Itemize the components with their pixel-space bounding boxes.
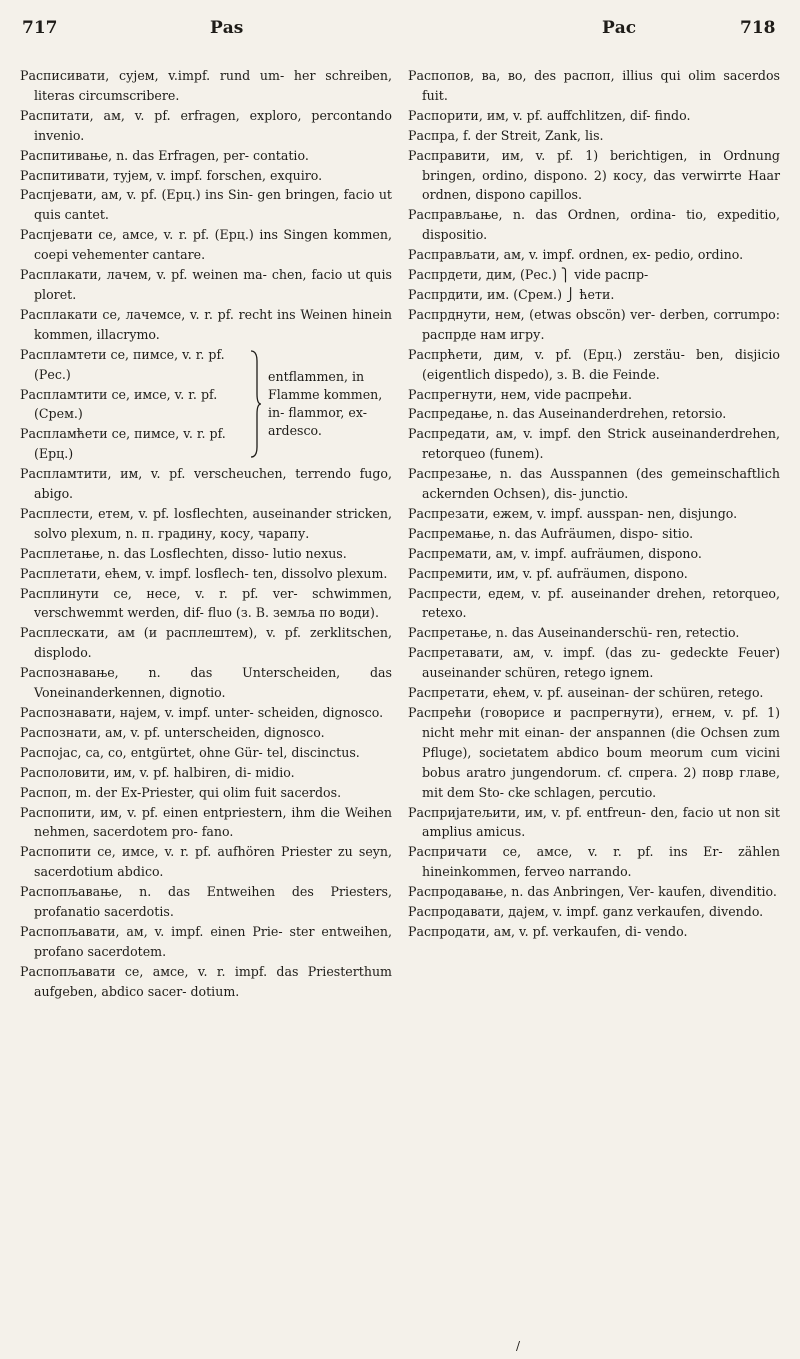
dictionary-entry: Распретање, n. das Auseinanderschü- ren, retectio.	[408, 625, 740, 641]
dictionary-entry: Распопити, им, v. pf. einen entpriestern, ihm die Weihen nehmen, sacerdotem pro- fano.	[20, 804, 392, 840]
page-header	[0, 10, 800, 50]
dictionary-entry: Распретати, ећем, v. pf. auseinan- der schüren, retego.	[408, 685, 764, 701]
right-page-number: 718	[740, 18, 776, 38]
dictionary-entry: Распрезање, n. das Ausspannen (des gemeinschaftlich ackernden Ochsen), dis- junctio.	[408, 466, 780, 502]
dictionary-entry: Расплетати, ећем, v. impf. losflech- ten, dissolvo plexum.	[20, 565, 388, 581]
curly-brace-icon	[246, 345, 264, 464]
dictionary-entry: Распремати, ам, v. impf. aufräumen, dispono.	[408, 545, 702, 561]
dictionary-entry: Распопљавање, n. das Entweihen des Priesters, profanatio sacerdotis.	[20, 884, 392, 920]
dictionary-entry: Расправљати, ам, v. impf. ordnen, ex- pedio, ordino.	[408, 247, 744, 263]
dictionary-entry: Распродати, ам, v. pf. verkaufen, di- vendo.	[408, 923, 688, 939]
dictionary-entry: Распоп, m. der Ex-Priester, qui olim fuit sacerdos.	[20, 784, 342, 800]
dictionary-entry: Расправљање, n. das Ordnen, ordina- tio, expeditio, dispositio.	[408, 207, 780, 243]
dictionary-entry: Располовити, им, v. pf. halbiren, di- midio.	[20, 764, 295, 780]
brace-headwords	[20, 345, 246, 464]
dictionary-entry: Распрећи (говорисе и распрегнути), егнем, v. pf. 1) nicht mehr mit einan- der anspannen (die Ochsen zum Pfluge), societatem abdico boum meorum cum vicini bobus aratro jungendorum. cf. спрега. 2) повр главе, mit dem Sto- cke schlagen, percutio.	[408, 705, 780, 800]
dictionary-entry: Расплести, етем, v. pf. losflechten, auseinander stricken, solvo plexum, n. п. градину, косу, чарапу.	[20, 505, 392, 541]
left-running-head: Раѕ	[210, 18, 244, 38]
dictionary-entry: Распредање, n. das Auseinanderdrehen, retorsio.	[408, 406, 727, 422]
dictionary-entry: Распрдити, им. (Срем.) ⎭ ћети.	[408, 286, 615, 302]
dictionary-entry: Распрћети, дим, v. pf. (Ерц.) zerstäu- ben, disjicio (eigentlich dispedo), з. В. die Feinde.	[408, 346, 780, 382]
dictionary-entry: Распрезати, ежем, v. impf. ausspan- nen, disjungo.	[408, 505, 738, 521]
dictionary-entry: Распричати се, амсе, v. r. pf. ins Er- zählen hineinkommen, ferveo narrando.	[408, 844, 780, 880]
dictionary-entry: Распитати, ам, v. pf. erfragen, exploro, percontando invenio.	[20, 107, 392, 143]
dictionary-entry: Распитивати, тујем, v. impf. forschen, exquiro.	[20, 167, 323, 183]
dictionary-entry: Распретавати, ам, v. impf. (das zu- gedeckte Feuer) auseinander schüren, retego ignem.	[408, 645, 780, 681]
dictionary-entry: Распорити, им, v. pf. auffchlitzen, dif- findo.	[408, 107, 691, 123]
left-page-number: 717	[22, 18, 58, 38]
dictionary-entry: Распламтети се, пимсе, v. r. pf. (Рес.)	[20, 346, 225, 382]
dictionary-entry: Распредати, ам, v. impf. den Strick auseinanderdrehen, retorqueo (funem).	[408, 426, 780, 462]
dictionary-entry: Распродавати, дајем, v. impf. ganz verkaufen, divendo.	[408, 904, 764, 920]
dictionary-entry: Раcправити, им, v. pf. 1) berichtigen, in Ordnung bringen, ordino, dispono. 2) косу, das verwirrte Haar ordnen, dispono capillos.	[408, 147, 780, 203]
dictionary-entry: Распопљавати, ам, v. impf. einen Prie- ster entweihen, profano sacerdotem.	[20, 923, 392, 959]
dictionary-entry: Расплакати, лачем, v. pf. weinen ma- chen, facio ut quis ploret.	[20, 267, 392, 302]
dictionary-entry: Расписивати, сујем, v.impf. rund um- her schreiben, literas circumscribere.	[20, 68, 392, 103]
dictionary-entry: Распознавати, најем, v. impf. unter- scheiden, dignosco.	[20, 705, 384, 720]
dictionary-entry: Распрести, едем, v. pf. auseinander drehen, retorqueo, retexo.	[408, 585, 780, 621]
dictionary-entry: Распламћети се, пимсе, v. r. pf. (Ерц.)	[20, 426, 226, 462]
dictionary-entry: Распра, f. der Streit, Zank, lis.	[408, 127, 604, 143]
dictionary-entry: Распламтити се, имсе, v. r. pf. (Срем.)	[20, 386, 218, 422]
dictionary-entry: Распојас, са, со, entgürtet, ohne Gür- tel, discinctus.	[20, 744, 360, 760]
dictionary-entry: Распознавање, n. das Unterscheiden, das Voneinanderkennen, dignotio.	[20, 665, 392, 701]
dictionary-entry: Распрдети, дим, (Рес.) ⎫ vide распр-	[408, 267, 649, 283]
left-column	[20, 66, 392, 1002]
brace-definition: entflammen, in Flamme kommen, in- flammor, ex- ardesco.	[268, 369, 383, 439]
dictionary-entry: Распријатељити, им, v. pf. entfreun- den, facio ut non sit amplius amicus.	[408, 804, 780, 840]
dictionary-entry: Распопити се, имсе, v. r. pf. aufhören Priester zu seyn, sacerdotium abdico.	[20, 844, 392, 880]
dictionary-entry: Расплескати, ам (и расплештем), v. pf. zerklitschen, displodo.	[20, 625, 392, 661]
dictionary-entry: Распознати, ам, v. pf. unterscheiden, dignosco.	[20, 724, 325, 740]
dictionary-entry: Распремити, им, v. pf. aufräumen, dispono.	[408, 565, 688, 581]
dictionary-entry: Распрегнути, нем, vide распрећи.	[408, 386, 633, 402]
dictionary-entry: Расплакати се, лачемсе, v. r. pf. recht ins Weinen hinein kommen, illacrymo.	[20, 306, 392, 342]
dictionary-entry: Распопов, ва, во, des распоп, illius qui olim sacerdos fuit.	[408, 68, 780, 103]
dictionary-entry: Расплетање, n. das Losflechten, disso- lutio nexus.	[20, 545, 347, 561]
dictionary-entry: Распопљавати се, амсе, v. r. impf. das Priesterthum aufgeben, abdico sacer- dotium.	[20, 963, 392, 999]
dictionary-entry: Распламтити, им, v. pf. verscheuchen, terrendo fugo, abigo.	[20, 466, 392, 502]
dictionary-entry: Расплинути се, несе, v. r. pf. ver- schwimmen, verschwemmt werden, dif- fluo (з. В. земља по води).	[20, 585, 392, 621]
brace-entry-group	[20, 345, 392, 464]
dictionary-entry: Распремање, n. das Aufräumen, dispo- sitio.	[408, 525, 694, 541]
right-running-head: Рас	[602, 18, 637, 38]
right-column	[408, 66, 780, 942]
dictionary-entry: Распитивање, n. das Erfragen, per- contatio.	[20, 147, 309, 163]
dictionary-entry: Распјевати, ам, v. pf. (Ерц.) ins Sin- gen bringen, facio ut quis cantet.	[20, 187, 392, 223]
dictionary-entry: Распрднути, нем, (etwas obscön) ver- derben, corrumpo: распрде нам игру.	[408, 306, 780, 342]
dictionary-entry: Распјевати се, амсе, v. r. pf. (Ерц.) ins Singen kommen, coepi vehementer cantare.	[20, 227, 392, 263]
dictionary-entry: Распродавање, n. das Anbringen, Ver- kaufen, divenditio.	[408, 884, 777, 900]
page-footer-mark: /	[516, 1339, 521, 1353]
